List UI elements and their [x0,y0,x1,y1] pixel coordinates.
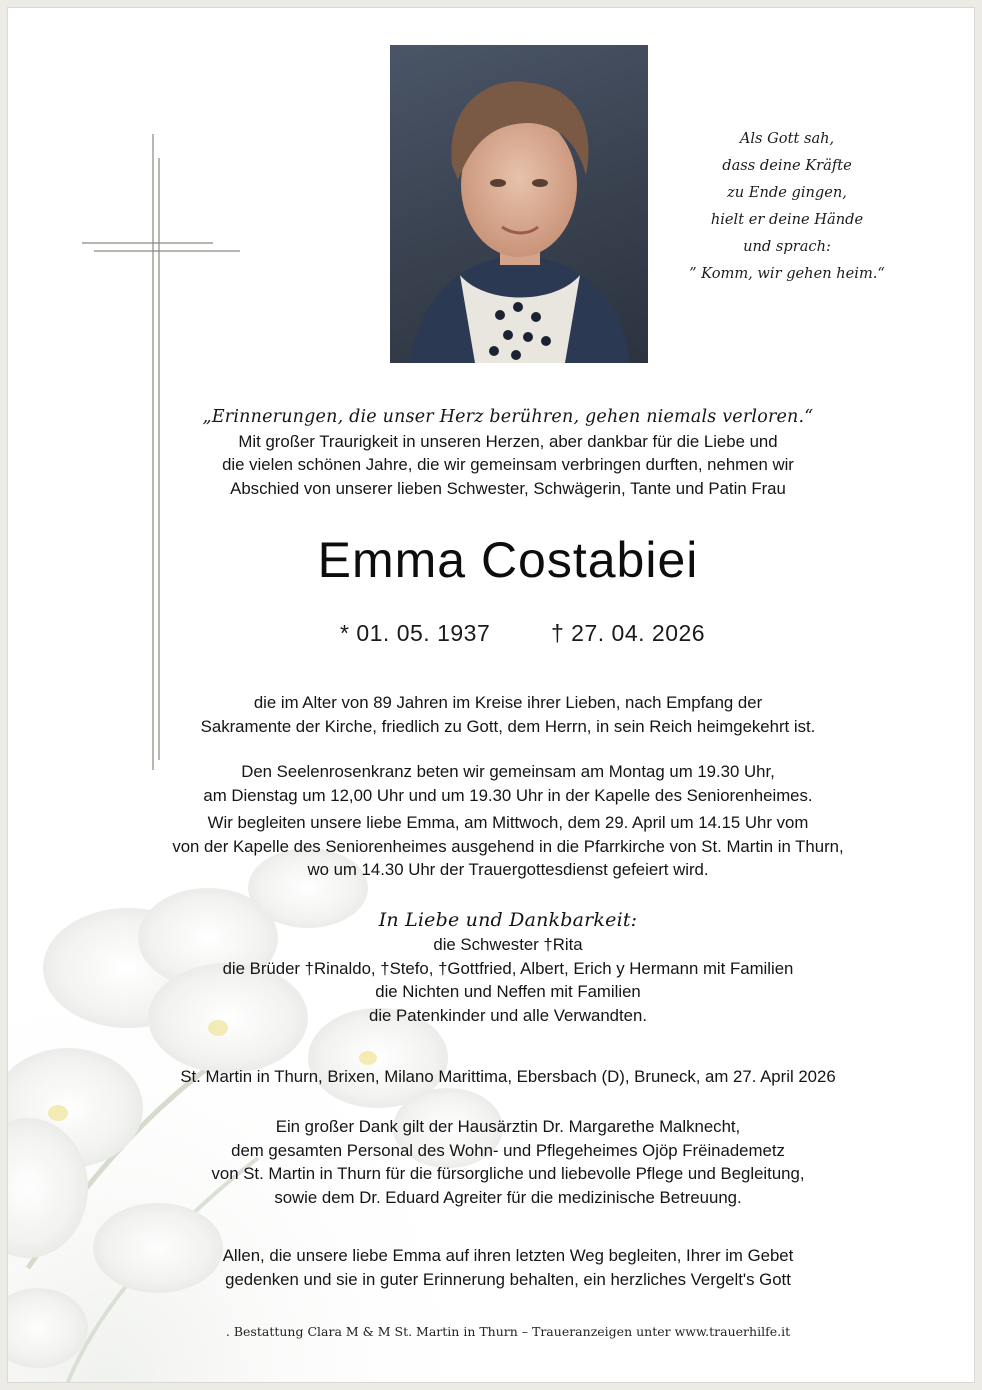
poem-line: zu Ende gingen, [727,184,847,201]
thanks-text [128,1115,888,1209]
mourners-heading: In Liebe und Dankbarkeit: [378,909,638,931]
funeral-text [128,811,888,882]
closing-line: Allen, die unsere liebe Emma auf ihren letzten Weg begleiten, Ihrer im Gebet [222,1246,794,1265]
portrait-photo [390,45,648,363]
intro-text [128,406,888,500]
thanks-line: sowie dem Dr. Eduard Agreiter für die medizinische Betreuung. [274,1187,742,1207]
intro-line: Abschied von unserer lieben Schwester, Schwägerin, Tante und Patin Frau [230,478,786,498]
thanks-line: Ein großer Dank gilt der Hausärztin Dr. Margarethe Malknecht, [275,1117,741,1136]
poem-line: dass deine Kräfte [722,157,852,174]
mourner-line: die Brüder †Rinaldo, †Stefo, †Gottfried, Albert, Erich y Hermann mit Familien [222,958,794,978]
passing-line: Sakramente der Kirche, friedlich zu Gott, dem Herrn, in sein Reich heimgekehrt ist. [200,716,816,736]
intro-line: die vielen schönen Jahre, die wir gemeinsam verbringen durften, nehmen wir [222,455,794,474]
mourner-line: die Patenkinder und alle Verwandten. [368,1005,648,1025]
intro-line: Mit großer Traurigkeit in unseren Herzen, aber dankbar für die Liebe und [238,431,778,451]
rosary-line: Den Seelenrosenkranz beten wir gemeinsam am Montag um 19.30 Uhr, [241,762,775,781]
deceased-name: Emma Costabiei [317,532,699,588]
poem [656,125,918,287]
poem-line: und sprach: [743,238,831,255]
closing-line: gedenken und sie in guter Erinnerung behalten, ein herzliches Vergelt's Gott [225,1269,791,1289]
funeral-line: von der Kapelle des Seniorenheimes ausgehend in die Pfarrkirche von St. Martin in Thurn, [172,836,844,856]
mourner-line: die Schwester †Rita [433,935,583,954]
place-date [128,1065,888,1089]
obituary-card [7,7,975,1383]
funeral-line: Wir begleiten unsere liebe Emma, am Mittwoch, dem 29. April um 14.15 Uhr vom [207,813,809,832]
cross-icon [8,8,268,788]
poem-line: ” Komm, wir gehen heim.“ [689,265,885,282]
passing-line: die im Alter von 89 Jahren im Kreise ihrer Lieben, nach Empfang der [253,693,763,712]
thanks-line: von St. Martin in Thurn für die fürsorgliche und liebevolle Pflege und Begleitung, [211,1164,805,1183]
rosary-line: am Dienstag um 12,00 Uhr und um 19.30 Uhr in der Kapelle des Seniorenheimes. [203,785,813,805]
birth-date: * 01. 05. 1937 [340,620,491,646]
funeral-line: wo um 14.30 Uhr der Trauergottesdienst gefeiert wird. [307,860,709,879]
passing-text [128,691,888,738]
memorial-quote: „Erinnerungen, die unser Herz berühren, gehen niemals verloren.“ [202,407,814,427]
mourner-line: die Nichten und Neffen mit Familien [375,982,641,1001]
mourners-section [128,907,888,1027]
poem-line: hielt er deine Hände [710,211,864,228]
thanks-line: dem gesamten Personal des Wohn- und Pflegeheimes Ojöp Frëinademetz [231,1140,785,1160]
closing-text [128,1244,888,1291]
place-date-line: St. Martin in Thurn, Brixen, Milano Marittima, Ebersbach (D), Bruneck, am 27. April 2026 [180,1067,836,1086]
funeral-home-footer: . Bestattung Clara M & M St. Martin in Thurn – Traueranzeigen unter www.trauerhilfe.it [225,1324,791,1339]
death-date: † 27. 04. 2026 [551,620,706,646]
poem-line: Als Gott sah, [739,130,835,147]
rosary-text [128,760,888,807]
